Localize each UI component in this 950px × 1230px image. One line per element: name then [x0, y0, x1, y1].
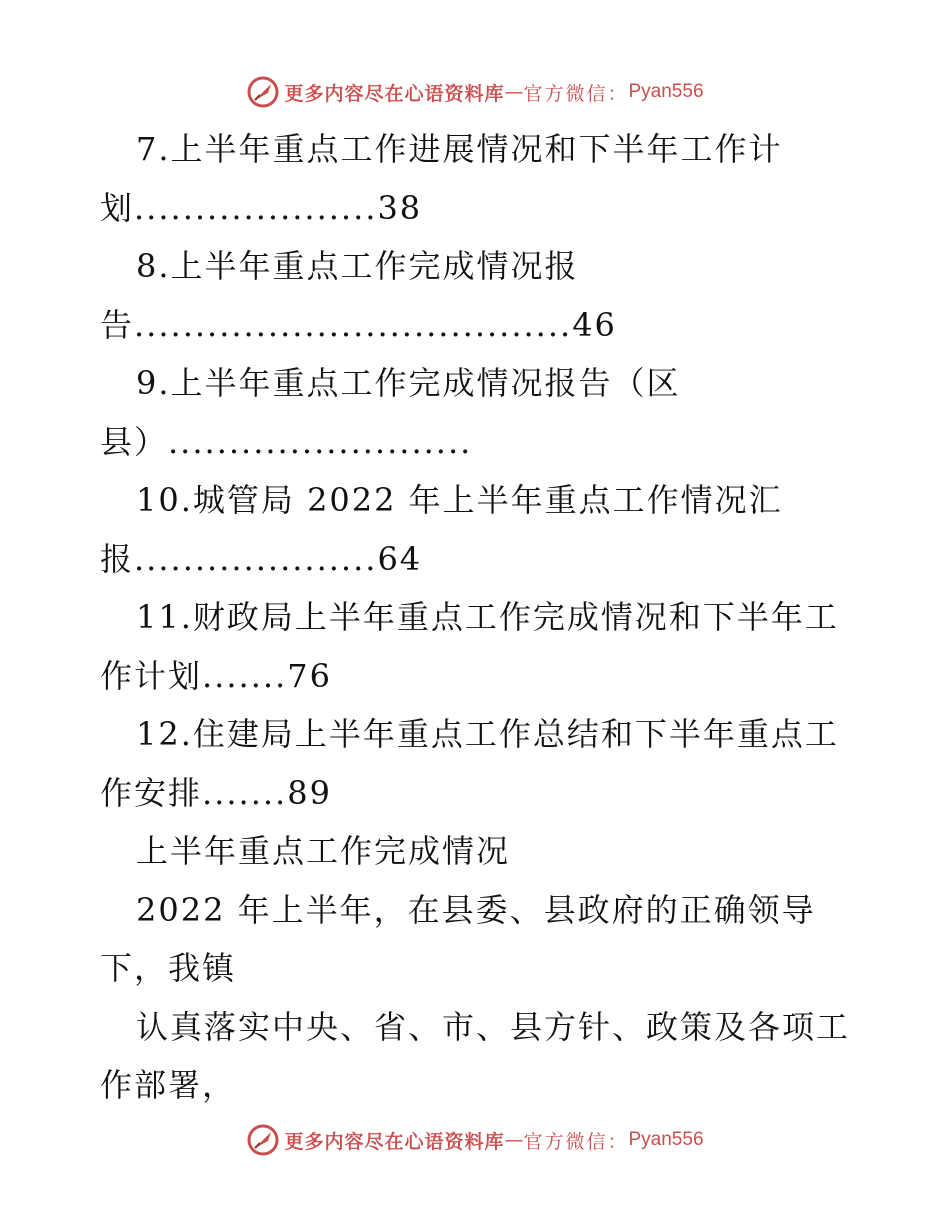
- toc-item-10-cont: 报....................64: [100, 539, 423, 578]
- paragraph-line: 作部署，: [100, 1066, 237, 1104]
- watermark-separator: —: [504, 81, 524, 103]
- toc-item-10: 10.城管局 2022 年上半年重点工作情况汇: [136, 481, 783, 519]
- section-title: 上半年重点工作完成情况: [136, 832, 511, 870]
- toc-item-11: 11.财政局上半年重点工作完成情况和下半年工: [136, 598, 839, 636]
- watermark-label: 官方微信：: [523, 1130, 629, 1153]
- toc-item-12-cont: 作安排.......89: [100, 773, 332, 812]
- watermark-footer: [0, 1120, 950, 1160]
- watermark-wechat-id: Pyan556: [628, 1129, 704, 1150]
- toc-item-7: 7.上半年重点工作进展情况和下半年工作计: [136, 130, 783, 168]
- toc-item-8-cont: 告....................................46: [100, 305, 617, 344]
- toc-item-11-cont: 作计划.......76: [100, 656, 332, 695]
- quill-logo-icon: [246, 75, 280, 109]
- paragraph-line: 认真落实中央、省、市、县方针、政策及各项工: [136, 1007, 851, 1046]
- quill-logo-icon: [246, 1123, 280, 1157]
- toc-item-8: 8.上半年重点工作完成情况报: [136, 247, 579, 285]
- toc-item-7-cont: 划....................38: [100, 188, 423, 227]
- watermark-header: [0, 72, 950, 112]
- watermark-brand: 更多内容尽在心语资料库: [284, 82, 505, 105]
- document-body: [100, 120, 860, 1115]
- paragraph-line: 2022 年上半年，在县委、县政府的正确领导: [136, 890, 816, 929]
- watermark-separator: —: [504, 1129, 524, 1151]
- paragraph-line: 下，我镇: [100, 949, 237, 987]
- watermark-wechat-id: Pyan556: [628, 81, 704, 102]
- toc-item-12: 12.住建局上半年重点工作总结和下半年重点工: [136, 715, 839, 753]
- toc-item-9: 9.上半年重点工作完成情况报告（区: [136, 364, 681, 402]
- toc-item-9-cont: 县）.........................: [100, 422, 473, 461]
- watermark-brand: 更多内容尽在心语资料库: [284, 1130, 505, 1153]
- watermark-label: 官方微信：: [523, 82, 629, 105]
